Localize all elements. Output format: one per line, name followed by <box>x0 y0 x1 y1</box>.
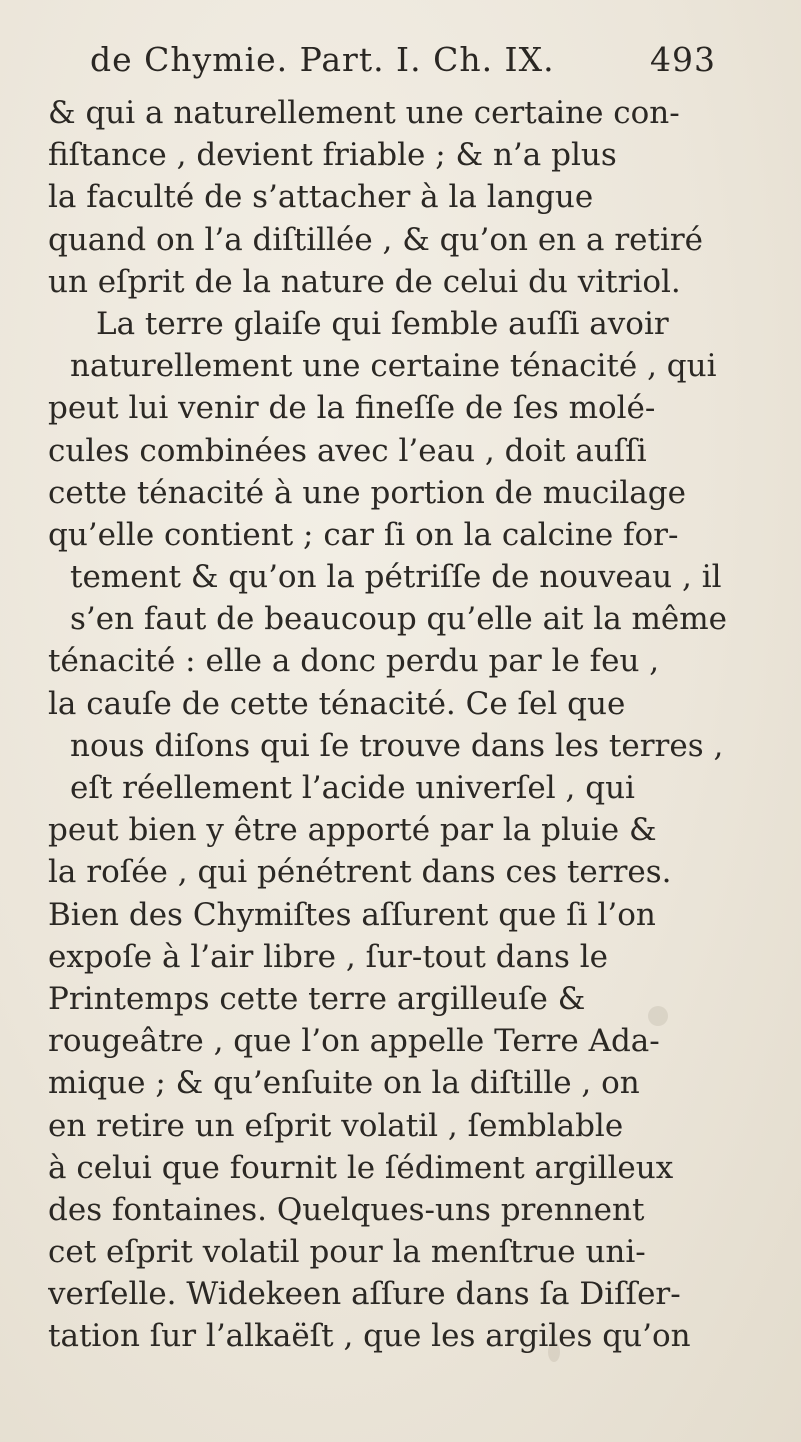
text-line: en retire un eſprit volatil , ſemblable <box>48 1107 624 1144</box>
text-line: rougeâtre , que l’on appelle Terre Ada- <box>48 1023 660 1060</box>
text-line: verſelle. Widekeen aſſure dans ſa Diſſer- <box>48 1276 681 1313</box>
text-line: tement & qu’on la pétriſſe de nouveau , il <box>70 559 722 596</box>
text-line: la roſée , qui pénétrent dans ces terres. <box>48 854 672 891</box>
text-line: cet eſprit volatil pour la menſtrue uni- <box>48 1234 646 1271</box>
text-line: cules combinées avec l’eau , doit auſſi <box>48 432 647 469</box>
text-line: tation ſur l’alkaëſt , que les argiles qu’on <box>48 1318 691 1355</box>
text-line: la faculté de s’attacher à la langue <box>48 179 594 216</box>
text-line: la cauſe de cette ténacité. Ce ſel que <box>48 685 626 722</box>
text-line: peut lui venir de la fineſſe de ſes molé- <box>48 390 656 427</box>
running-header <box>90 40 750 79</box>
text-line: cette ténacité à une portion de mucilage <box>48 474 686 511</box>
text-line: naturellement une certaine ténacité , qui <box>70 348 717 385</box>
text-line: un eſprit de la nature de celui du vitriol. <box>48 263 681 300</box>
text-line: fiſtance , devient friable ; & n’a plus <box>48 137 617 174</box>
text-line: eſt réellement l’acide univerſel , qui <box>70 770 635 806</box>
text-line: & qui a naturellement une certaine con- <box>48 95 680 131</box>
text-line: ténacité : elle a donc perdu par le feu , <box>48 643 660 680</box>
text-line: des fontaines. Quelques-uns prennent <box>48 1191 645 1228</box>
text-line: expoſe à l’air libre , ſur-tout dans le <box>48 938 609 975</box>
text-line: Bien des Chymiſtes aſſurent que ſi l’on <box>48 896 656 933</box>
page-number: 493 <box>650 40 716 79</box>
text-line: quand on l’a diſtillée , & qu’on en a retiré <box>48 221 704 258</box>
text-line: nous diſons qui ſe trouve dans les terres , <box>70 727 724 764</box>
text-line: La terre glaiſe qui ſemble auſſi avoir <box>96 305 669 342</box>
running-title: de Chymie. Part. I. Ch. IX. <box>90 40 555 79</box>
text-line: s’en faut de beaucoup qu’elle ait la même <box>70 601 728 638</box>
text-line: qu’elle contient ; car ſi on la calcine for- <box>48 516 679 553</box>
text-line: peut bien y être apporté par la pluie & <box>48 812 657 849</box>
text-line: à celui que fournit le ſédiment argilleux <box>48 1149 674 1186</box>
text-line: Printemps cette terre argilleuſe & <box>48 980 586 1017</box>
body-text <box>48 92 768 1358</box>
text-line: mique ; & qu’enſuite on la diſtille , on <box>48 1065 640 1102</box>
